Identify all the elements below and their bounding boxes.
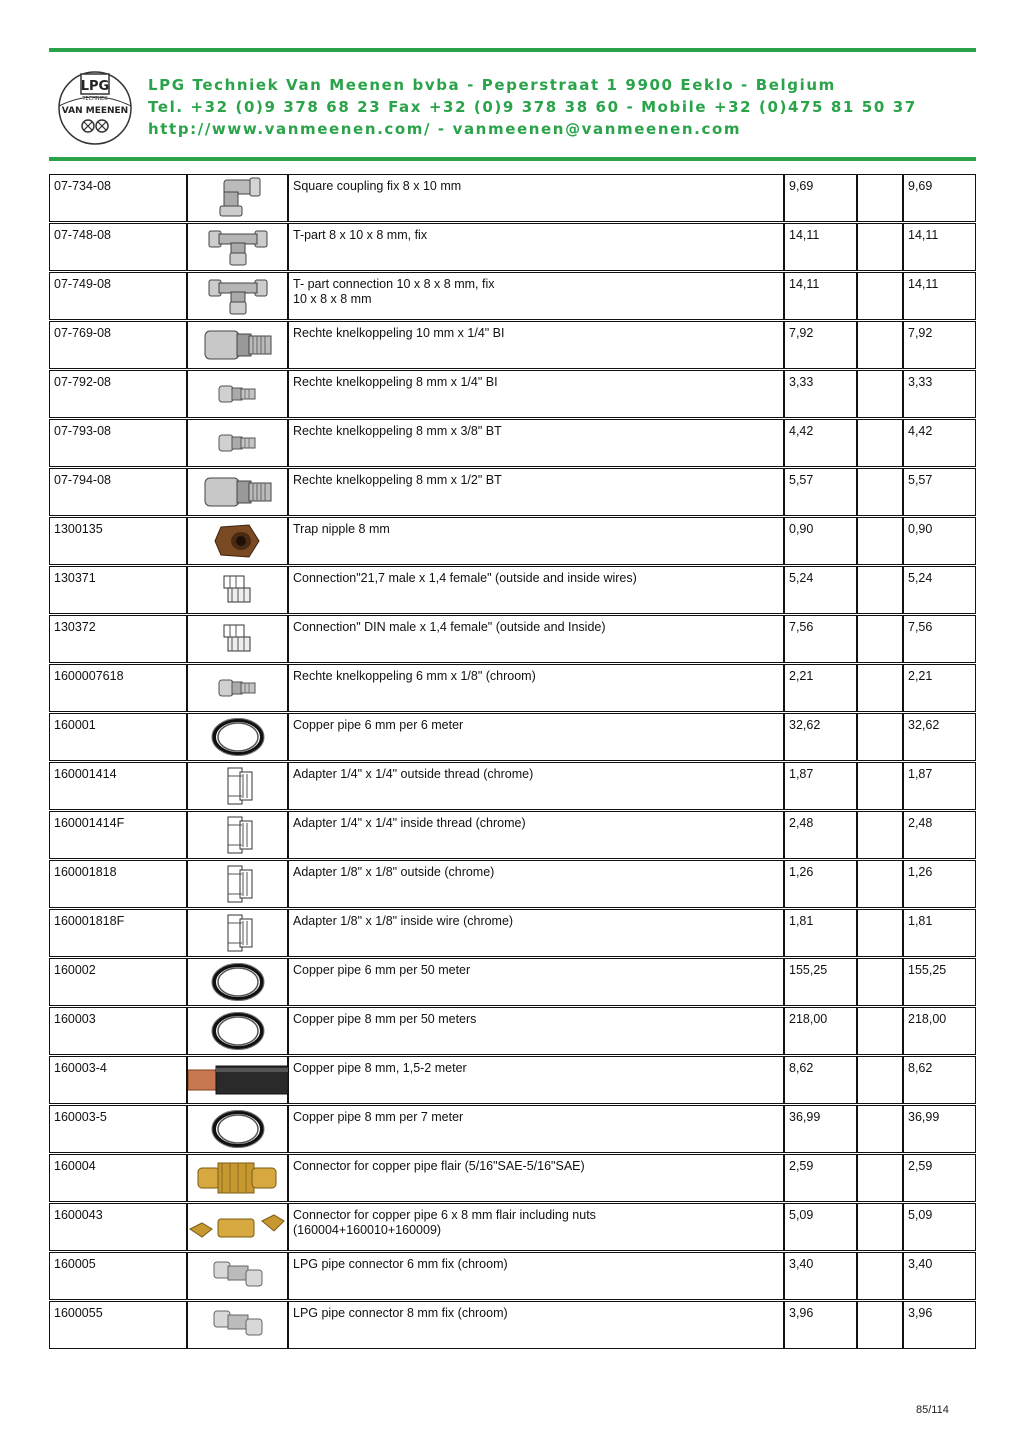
description-line: Copper pipe 6 mm per 50 meter: [293, 963, 471, 977]
article-code: 1600043: [49, 1203, 187, 1251]
header-top-rule: [49, 48, 976, 52]
article-code: 07-793-08: [49, 419, 187, 467]
straight-coupling-icon: [199, 472, 277, 512]
description-line: LPG pipe connector 6 mm fix (chroom): [293, 1257, 508, 1271]
connection-drawing-icon: [218, 621, 258, 657]
table-row: [49, 223, 976, 272]
quantity-cell: [857, 321, 903, 369]
article-code: 160003-4: [49, 1056, 187, 1104]
product-image: [187, 1154, 288, 1202]
product-description: [288, 713, 784, 761]
logo-text-small: TECHNIEK: [82, 96, 108, 102]
description-line: Copper pipe 6 mm per 6 meter: [293, 718, 464, 732]
t-part-icon: [205, 274, 271, 318]
product-description: [288, 1105, 784, 1153]
table-row: [49, 370, 976, 419]
small-coupling-icon: [213, 675, 263, 701]
description-line-2: 10 x 8 x 8 mm: [293, 292, 372, 306]
article-code: 160002: [49, 958, 187, 1006]
product-image: [187, 517, 288, 565]
unit-price: 1,87: [784, 762, 857, 810]
total-price: 9,69: [903, 174, 976, 222]
article-code: 160001: [49, 713, 187, 761]
product-image: [187, 909, 288, 957]
total-price: 32,62: [903, 713, 976, 761]
company-phone-line: Tel. +32 (0)9 378 68 23 Fax +32 (0)9 378 38 60 - Mobile +32 (0)475 81 50 37: [148, 98, 917, 116]
unit-price: 7,92: [784, 321, 857, 369]
table-row: [49, 468, 976, 517]
product-image: [187, 811, 288, 859]
total-price: 14,11: [903, 223, 976, 271]
description-line: Trap nipple 8 mm: [293, 522, 390, 536]
table-row: [49, 762, 976, 811]
description-line: Adapter 1/8" x 1/8" inside wire (chrome): [293, 914, 514, 928]
table-row: [49, 811, 976, 860]
total-price: 7,92: [903, 321, 976, 369]
article-code: 07-769-08: [49, 321, 187, 369]
article-code: 07-734-08: [49, 174, 187, 222]
description-line: Copper pipe 8 mm per 50 meters: [293, 1012, 477, 1026]
connection-drawing-icon: [218, 572, 258, 608]
quantity-cell: [857, 272, 903, 320]
total-price: 7,56: [903, 615, 976, 663]
quantity-cell: [857, 909, 903, 957]
article-code: 160001818: [49, 860, 187, 908]
unit-price: 5,09: [784, 1203, 857, 1251]
unit-price: 1,81: [784, 909, 857, 957]
quantity-cell: [857, 762, 903, 810]
description-line: T-part 8 x 10 x 8 mm, fix: [293, 228, 428, 242]
product-image: [187, 615, 288, 663]
description-line-2: (160004+160010+160009): [293, 1223, 442, 1237]
square-coupling-icon: [210, 176, 266, 220]
copper-coil-icon: [208, 716, 268, 758]
article-code: 1600055: [49, 1301, 187, 1349]
table-row: [49, 615, 976, 664]
unit-price: 0,90: [784, 517, 857, 565]
product-description: [288, 468, 784, 516]
quantity-cell: [857, 517, 903, 565]
company-address-line: LPG Techniek Van Meenen bvba - Peperstraat 1 9900 Eeklo - Belgium: [148, 76, 836, 94]
total-price: 0,90: [903, 517, 976, 565]
table-row: [49, 566, 976, 615]
unit-price: 8,62: [784, 1056, 857, 1104]
table-row: [49, 958, 976, 1007]
quantity-cell: [857, 1105, 903, 1153]
product-description: [288, 1252, 784, 1300]
unit-price: 9,69: [784, 174, 857, 222]
adapter-drawing-icon: [218, 764, 258, 808]
quantity-cell: [857, 1203, 903, 1251]
product-image: [187, 958, 288, 1006]
article-code: 1600007618: [49, 664, 187, 712]
table-row: [49, 1252, 976, 1301]
product-image: [187, 1203, 288, 1251]
description-line: Rechte knelkoppeling 8 mm x 3/8" BT: [293, 424, 502, 438]
unit-price: 3,33: [784, 370, 857, 418]
unit-price: 7,56: [784, 615, 857, 663]
description-line: Connector for copper pipe 6 x 8 mm flair including nuts: [293, 1208, 596, 1222]
product-description: [288, 664, 784, 712]
description-line: LPG pipe connector 8 mm fix (chroom): [293, 1306, 508, 1320]
total-price: 14,11: [903, 272, 976, 320]
product-description: [288, 811, 784, 859]
product-image: [187, 1056, 288, 1104]
table-row: [49, 419, 976, 468]
total-price: 1,81: [903, 909, 976, 957]
small-coupling-icon: [213, 381, 263, 407]
table-row: [49, 1007, 976, 1056]
product-description: [288, 1203, 784, 1251]
product-description: [288, 1154, 784, 1202]
product-image: [187, 468, 288, 516]
quantity-cell: [857, 223, 903, 271]
article-code: 160001414: [49, 762, 187, 810]
page-number: 85/114: [916, 1404, 949, 1416]
adapter-drawing-icon: [218, 862, 258, 906]
t-part-icon: [205, 225, 271, 269]
quantity-cell: [857, 1154, 903, 1202]
adapter-drawing-icon: [218, 911, 258, 955]
article-code: 160003-5: [49, 1105, 187, 1153]
total-price: 3,96: [903, 1301, 976, 1349]
description-line: Copper pipe 8 mm, 1,5-2 meter: [293, 1061, 467, 1075]
total-price: 3,33: [903, 370, 976, 418]
product-image: [187, 272, 288, 320]
unit-price: 3,40: [784, 1252, 857, 1300]
product-image: [187, 1252, 288, 1300]
small-coupling-icon: [213, 430, 263, 456]
product-description: [288, 517, 784, 565]
copper-coil-icon: [208, 961, 268, 1003]
article-code: 160001818F: [49, 909, 187, 957]
company-logo: [55, 68, 135, 146]
quantity-cell: [857, 1007, 903, 1055]
product-description: [288, 860, 784, 908]
description-line: Adapter 1/8" x 1/8" outside (chrome): [293, 865, 495, 879]
product-image: [187, 419, 288, 467]
quantity-cell: [857, 1056, 903, 1104]
chrome-union-icon: [208, 1256, 268, 1296]
unit-price: 2,48: [784, 811, 857, 859]
quantity-cell: [857, 468, 903, 516]
description-line: Connection"21,7 male x 1,4 female" (outside and inside wires): [293, 571, 637, 585]
copper-coil-icon: [208, 1010, 268, 1052]
product-description: [288, 419, 784, 467]
total-price: 2,48: [903, 811, 976, 859]
unit-price: 4,42: [784, 419, 857, 467]
quantity-cell: [857, 958, 903, 1006]
article-code: 130372: [49, 615, 187, 663]
article-code: 160005: [49, 1252, 187, 1300]
unit-price: 5,57: [784, 468, 857, 516]
description-line: Adapter 1/4" x 1/4" outside thread (chrome): [293, 767, 534, 781]
header-bottom-rule: [49, 157, 976, 161]
total-price: 2,59: [903, 1154, 976, 1202]
product-image: [187, 713, 288, 761]
description-line: T- part connection 10 x 8 x 8 mm, fix: [293, 277, 495, 291]
product-description: [288, 615, 784, 663]
chrome-union-icon: [208, 1305, 268, 1345]
quantity-cell: [857, 1252, 903, 1300]
quantity-cell: [857, 860, 903, 908]
table-row: [49, 272, 976, 321]
product-image: [187, 223, 288, 271]
brass-connector-icon: [192, 1158, 284, 1198]
article-code: 07-749-08: [49, 272, 187, 320]
description-line: Square coupling fix 8 x 10 mm: [293, 179, 462, 193]
unit-price: 14,11: [784, 223, 857, 271]
total-price: 1,26: [903, 860, 976, 908]
article-code: 1300135: [49, 517, 187, 565]
article-code: 160004: [49, 1154, 187, 1202]
product-description: [288, 370, 784, 418]
product-table: [49, 174, 976, 1350]
article-code: 07-792-08: [49, 370, 187, 418]
product-description: [288, 1301, 784, 1349]
company-web-line: http://www.vanmeenen.com/ - vanmeenen@vanmeenen.com: [148, 120, 742, 138]
article-code: 130371: [49, 566, 187, 614]
table-row: [49, 174, 976, 223]
product-image: [187, 566, 288, 614]
total-price: 8,62: [903, 1056, 976, 1104]
straight-coupling-icon: [199, 325, 277, 365]
logo-text-bottom: VAN MEENEN: [61, 106, 129, 116]
coated-pipe-icon: [188, 1060, 288, 1100]
adapter-drawing-icon: [218, 813, 258, 857]
description-line: Connector for copper pipe flair (5/16"SAE-5/16"SAE): [293, 1159, 585, 1173]
table-row: [49, 1301, 976, 1350]
quantity-cell: [857, 615, 903, 663]
table-row: [49, 321, 976, 370]
product-image: [187, 1007, 288, 1055]
unit-price: 5,24: [784, 566, 857, 614]
quantity-cell: [857, 370, 903, 418]
table-row: [49, 1105, 976, 1154]
product-description: [288, 321, 784, 369]
product-description: [288, 909, 784, 957]
unit-price: 155,25: [784, 958, 857, 1006]
product-description: [288, 174, 784, 222]
product-description: [288, 566, 784, 614]
unit-price: 218,00: [784, 1007, 857, 1055]
product-description: [288, 1007, 784, 1055]
product-description: [288, 958, 784, 1006]
product-description: [288, 272, 784, 320]
total-price: 1,87: [903, 762, 976, 810]
product-image: [187, 860, 288, 908]
unit-price: 1,26: [784, 860, 857, 908]
unit-price: 2,21: [784, 664, 857, 712]
total-price: 218,00: [903, 1007, 976, 1055]
description-line: Rechte knelkoppeling 8 mm x 1/4" BI: [293, 375, 498, 389]
total-price: 36,99: [903, 1105, 976, 1153]
description-line: Rechte knelkoppeling 8 mm x 1/2" BT: [293, 473, 502, 487]
article-code: 160003: [49, 1007, 187, 1055]
description-line: Connection" DIN male x 1,4 female" (outside and Inside): [293, 620, 606, 634]
article-code: 07-794-08: [49, 468, 187, 516]
company-header: [148, 74, 948, 140]
table-row: [49, 1154, 976, 1203]
quantity-cell: [857, 1301, 903, 1349]
unit-price: 32,62: [784, 713, 857, 761]
quantity-cell: [857, 713, 903, 761]
product-description: [288, 223, 784, 271]
product-description: [288, 1056, 784, 1104]
brass-set-icon: [188, 1207, 288, 1247]
product-image: [187, 321, 288, 369]
article-code: 07-748-08: [49, 223, 187, 271]
article-code: 160001414F: [49, 811, 187, 859]
unit-price: 2,59: [784, 1154, 857, 1202]
trap-nipple-icon: [211, 519, 265, 563]
total-price: 3,40: [903, 1252, 976, 1300]
table-row: [49, 517, 976, 566]
logo-text-top: LPG: [80, 79, 110, 94]
total-price: 4,42: [903, 419, 976, 467]
description-line: Copper pipe 8 mm per 7 meter: [293, 1110, 464, 1124]
product-image: [187, 174, 288, 222]
quantity-cell: [857, 174, 903, 222]
table-row: [49, 713, 976, 762]
product-image: [187, 1105, 288, 1153]
quantity-cell: [857, 811, 903, 859]
product-image: [187, 1301, 288, 1349]
unit-price: 3,96: [784, 1301, 857, 1349]
description-line: Rechte knelkoppeling 6 mm x 1/8" (chroom): [293, 669, 536, 683]
table-row: [49, 1056, 976, 1105]
product-image: [187, 664, 288, 712]
quantity-cell: [857, 664, 903, 712]
table-row: [49, 860, 976, 909]
table-row: [49, 909, 976, 958]
total-price: 5,57: [903, 468, 976, 516]
description-line: Rechte knelkoppeling 10 mm x 1/4" BI: [293, 326, 505, 340]
total-price: 155,25: [903, 958, 976, 1006]
description-line: Adapter 1/4" x 1/4" inside thread (chrome): [293, 816, 526, 830]
unit-price: 36,99: [784, 1105, 857, 1153]
table-row: [49, 664, 976, 713]
product-image: [187, 762, 288, 810]
product-image: [187, 370, 288, 418]
product-description: [288, 762, 784, 810]
unit-price: 14,11: [784, 272, 857, 320]
table-row: [49, 1203, 976, 1252]
total-price: 5,24: [903, 566, 976, 614]
total-price: 2,21: [903, 664, 976, 712]
copper-coil-icon: [208, 1108, 268, 1150]
quantity-cell: [857, 566, 903, 614]
quantity-cell: [857, 419, 903, 467]
total-price: 5,09: [903, 1203, 976, 1251]
